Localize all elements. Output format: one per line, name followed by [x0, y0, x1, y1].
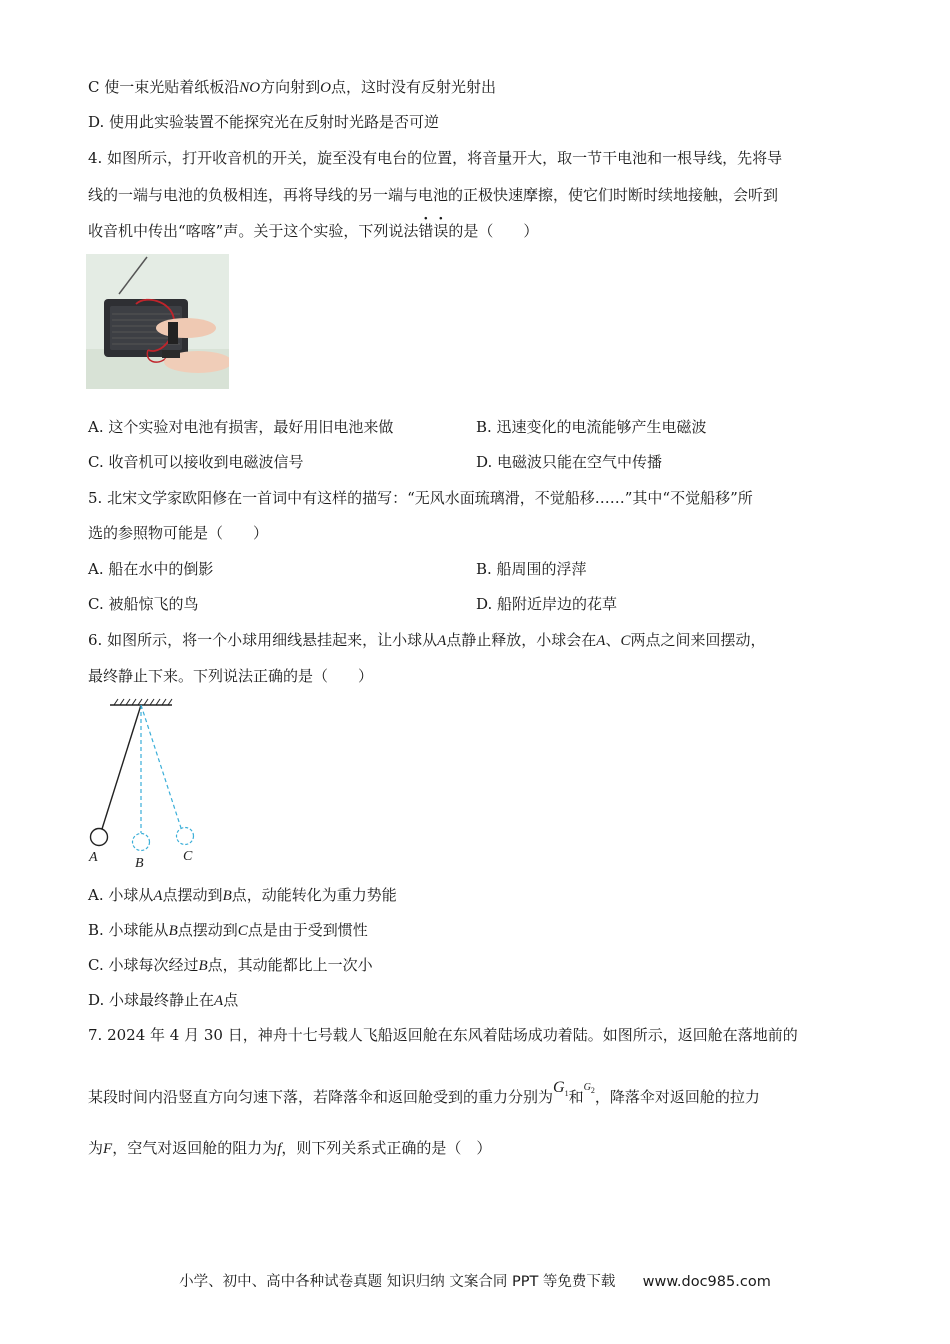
q4-option-b: B. 迅速变化的电流能够产生电磁波	[476, 418, 707, 436]
q5-option-c: C. 被船惊飞的鸟	[88, 595, 199, 613]
q4-option-c: C. 收音机可以接收到电磁波信号	[88, 453, 304, 471]
label-b: B	[135, 856, 144, 871]
q5-option-d: D. 船附近岸边的花草	[476, 595, 618, 613]
q6-option-d: D. 小球最终静止在A点	[88, 991, 239, 1009]
g2-symbol: G2	[583, 1082, 595, 1095]
q4-option-d: D. 电磁波只能在空气中传播	[476, 453, 663, 471]
q6-stem-line-1: 6. 如图所示，将一个小球用细线悬挂起来，让小球从A点静止释放，小球会在A、C两点之间来回摆动，	[88, 631, 766, 649]
footer-url[interactable]: www.doc985.com	[642, 1274, 771, 1290]
q7-stem-line-1: 7. 2024 年 4 月 30 日，神舟十七号载人飞船返回舱在东风着陆场成功着陆。如图所示，返回舱在落地前的	[88, 1026, 798, 1044]
q4-stem-line-3: 收音机中传出“喀喀”声。关于这个实验，下列说法错误的是（ ）	[88, 222, 539, 240]
label-a: A	[89, 850, 98, 865]
q5-stem-line-2: 选的参照物可能是（ ）	[88, 524, 269, 542]
q4-stem-line-2: 线的一端与电池的负极相连，再将导线的另一端与电池的正极快速摩擦，使它们时断时续地接触，会听到	[88, 186, 779, 204]
radio-experiment-photo	[86, 254, 229, 389]
q5-stem-line-1: 5. 北宋文学家欧阳修在一首词中有这样的描写：“无风水面琉璃滑，不觉船移……”其中“不觉船移”所	[88, 489, 753, 507]
footer-text: 小学、初中、高中各种试卷真题 知识归纳 文案合同 PPT 等免费下载	[179, 1274, 616, 1290]
label-c: C	[183, 849, 193, 864]
q3-option-c: C 使一束光贴着纸板沿NO方向射到O点，这时没有反射光射出	[88, 78, 496, 96]
g1-symbol: $G_1$	[553, 1079, 569, 1099]
page-footer	[0, 1270, 950, 1291]
q4-option-a: A. 这个实验对电池有损害，最好用旧电池来做	[88, 418, 394, 436]
q6-stem-line-2: 最终静止下来。下列说法正确的是（ ）	[88, 667, 374, 685]
q3-option-d: D. 使用此实验装置不能探究光在反射时光路是否可逆	[88, 113, 440, 131]
q6-option-a: A. 小球从A点摆动到B点，动能转化为重力势能	[88, 886, 397, 904]
q7-stem-line-2: 某段时间内沿竖直方向匀速下落，若降落伞和返回舱受到的重力分别为$G_1$和$^{G_2}$，降落伞对返回舱的拉力	[88, 1079, 760, 1106]
q5-option-b: B. 船周围的浮萍	[476, 560, 587, 578]
q7-stem-line-3: 为F，空气对返回舱的阻力为f，则下列关系式正确的是（ ）	[88, 1139, 492, 1157]
q6-option-c: C. 小球每次经过B点，其动能都比上一次小	[88, 956, 373, 974]
q6-option-b: B. 小球能从B点摆动到C点是由于受到惯性	[88, 921, 368, 939]
q4-stem-line-1: 4. 如图所示，打开收音机的开关，旋至没有电台的位置，将音量开大，取一节干电池和一根导线，先将导	[88, 149, 783, 167]
q5-option-a: A. 船在水中的倒影	[88, 560, 214, 578]
pendulum-diagram	[85, 695, 205, 875]
